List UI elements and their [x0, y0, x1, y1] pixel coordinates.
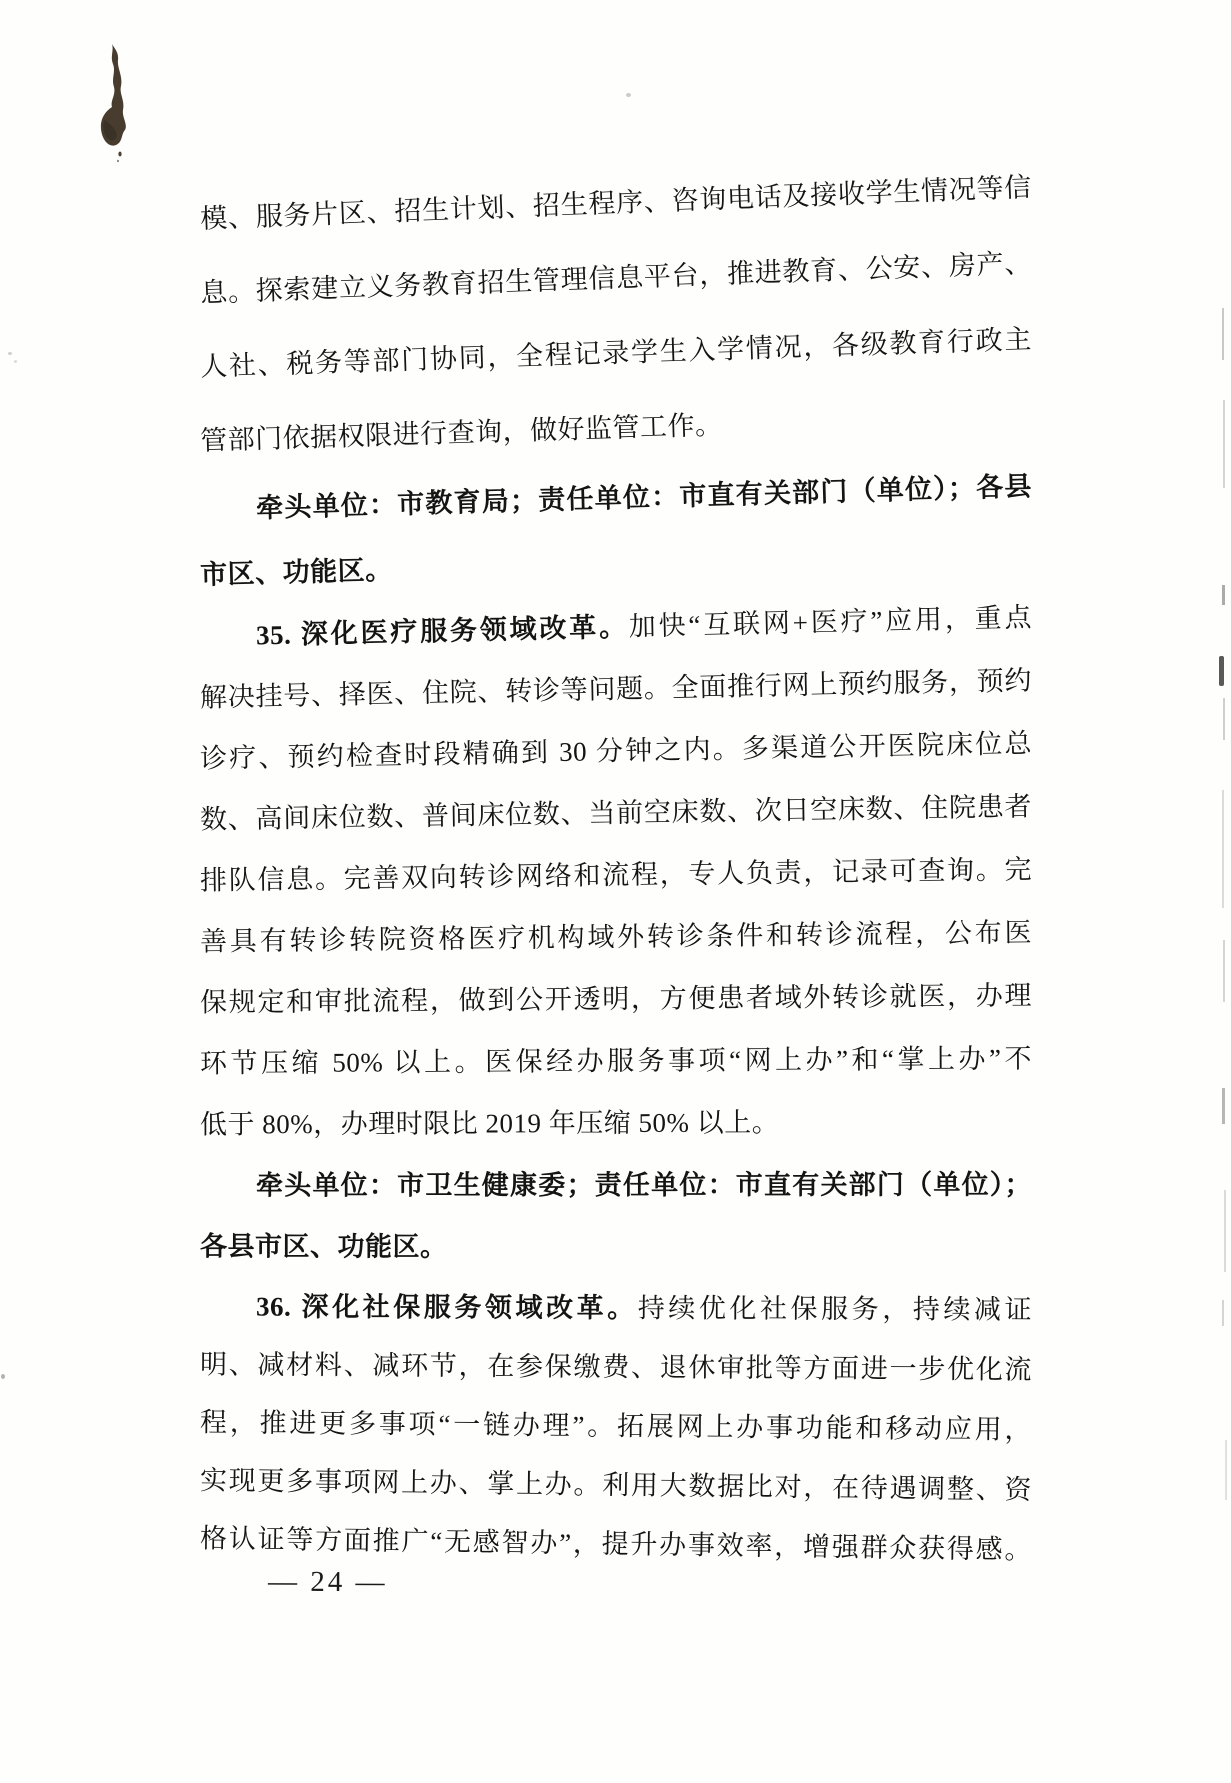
text-run: 模、服务片区、招生计划、招生程序、咨询电话及接收学生情况等信	[199, 172, 1033, 234]
text-run: 加快“互联网+医疗”应用，重点	[628, 602, 1033, 642]
scan-artifact	[1222, 1300, 1224, 1326]
text-run-bold: 牵头单位：市卫生健康委；责任单位：市直有关部门（单位）；	[255, 1169, 1033, 1201]
scan-artifact	[1222, 585, 1225, 605]
text-line	[200, 318, 1033, 388]
text-run: 管部门依据权限进行查询，做好监管工作。	[199, 409, 723, 456]
scan-artifact	[1223, 400, 1225, 488]
text-run: 善具有转诊转院资格医疗机构域外转诊条件和转诊流程，公布医	[199, 917, 1033, 957]
text-line	[200, 1401, 1032, 1450]
text-run-bold: 牵头单位：市教育局；责任单位：市直有关部门（单位）；各县	[255, 471, 1033, 524]
text-line	[200, 166, 1033, 240]
text-run: 明、减材料、减环节，在参保缴费、退休审批等方面进一步优化流	[199, 1349, 1033, 1385]
text-run: 环节压缩 50% 以上。医保经办服务事项“网上办”和“掌上办”不	[199, 1043, 1033, 1079]
scan-artifact	[1222, 1088, 1225, 1124]
scan-artifact	[1225, 1440, 1227, 1500]
scan-speck	[8, 352, 12, 355]
text-run: 格认证等方面推广“无感智办”，提升办事效率，增强群众获得感。	[199, 1523, 1033, 1565]
scan-artifact	[1223, 698, 1225, 740]
scan-artifact	[1224, 1190, 1226, 1272]
text-run-bold: 35. 深化医疗服务领域改革。	[255, 611, 630, 651]
text-run: 程，推进更多事项“一链办理”。拓展网上办事功能和移动应用，	[199, 1407, 1033, 1445]
scan-artifact	[1219, 656, 1224, 686]
scan-speck	[1, 1374, 5, 1379]
text-line	[200, 659, 1033, 718]
text-run-bold: 36. 深化社保服务领域改革。	[255, 1291, 638, 1324]
text-run-bold: 市区、功能区。	[199, 554, 393, 590]
text-line	[200, 1101, 1032, 1146]
text-run: 排队信息。完善双向转诊网络和流程，专人负责，记录可查询。完	[199, 854, 1033, 896]
text-line	[200, 785, 1033, 840]
text-line	[200, 596, 1033, 657]
text-line	[200, 1459, 1032, 1511]
scan-speck	[626, 93, 631, 97]
scan-artifact	[1222, 790, 1224, 908]
text-run: 实现更多事项网上办、掌上办。利用大数据比对，在待遇调整、资	[199, 1465, 1033, 1505]
text-line	[200, 1225, 1032, 1268]
text-run: 数、高间床位数、普间床位数、当前空床数、次日空床数、住院患者	[199, 791, 1033, 835]
text-run: 保规定和审批流程，做到公开透明，方便患者域外转诊就医，办理	[199, 980, 1033, 1018]
text-line	[200, 1038, 1032, 1085]
text-line	[200, 722, 1033, 779]
text-line	[200, 848, 1032, 901]
text-line	[200, 394, 1033, 462]
text-line	[200, 1343, 1032, 1390]
text-run: 息。探索建立义务教育招生管理信息平台，推进教育、公安、房产、	[199, 248, 1033, 308]
ink-stain	[96, 40, 141, 165]
text-run-bold: 各县市区、功能区。	[199, 1231, 448, 1262]
text-line	[200, 532, 1033, 596]
text-run: 人社、税务等部门协同，全程记录学生入学情况，各级教育行政主	[199, 324, 1033, 382]
text-line	[200, 1164, 1032, 1207]
text-line	[200, 465, 1033, 531]
scan-artifact	[1223, 940, 1225, 1002]
text-line	[200, 1285, 1032, 1330]
text-run: 低于 80%，办理时限比 2019 年压缩 50% 以上。	[199, 1107, 780, 1140]
page-number: — 24 —	[267, 1565, 388, 1599]
text-line	[200, 974, 1032, 1023]
text-run: 诊疗、预约检查时段精确到 30 分钟之内。多渠道公开医院床位总	[199, 728, 1033, 774]
text-run: 解决挂号、择医、住院、转诊等问题。全面推行网上预约服务，预约	[199, 665, 1033, 713]
text-run: 持续优化社保服务，持续减证	[637, 1293, 1033, 1325]
text-line	[200, 1517, 1033, 1571]
document-text-block	[200, 0, 1032, 1783]
scan-speck	[14, 360, 17, 363]
text-line	[200, 242, 1033, 314]
scan-artifact	[1222, 308, 1224, 360]
text-line	[200, 911, 1032, 962]
